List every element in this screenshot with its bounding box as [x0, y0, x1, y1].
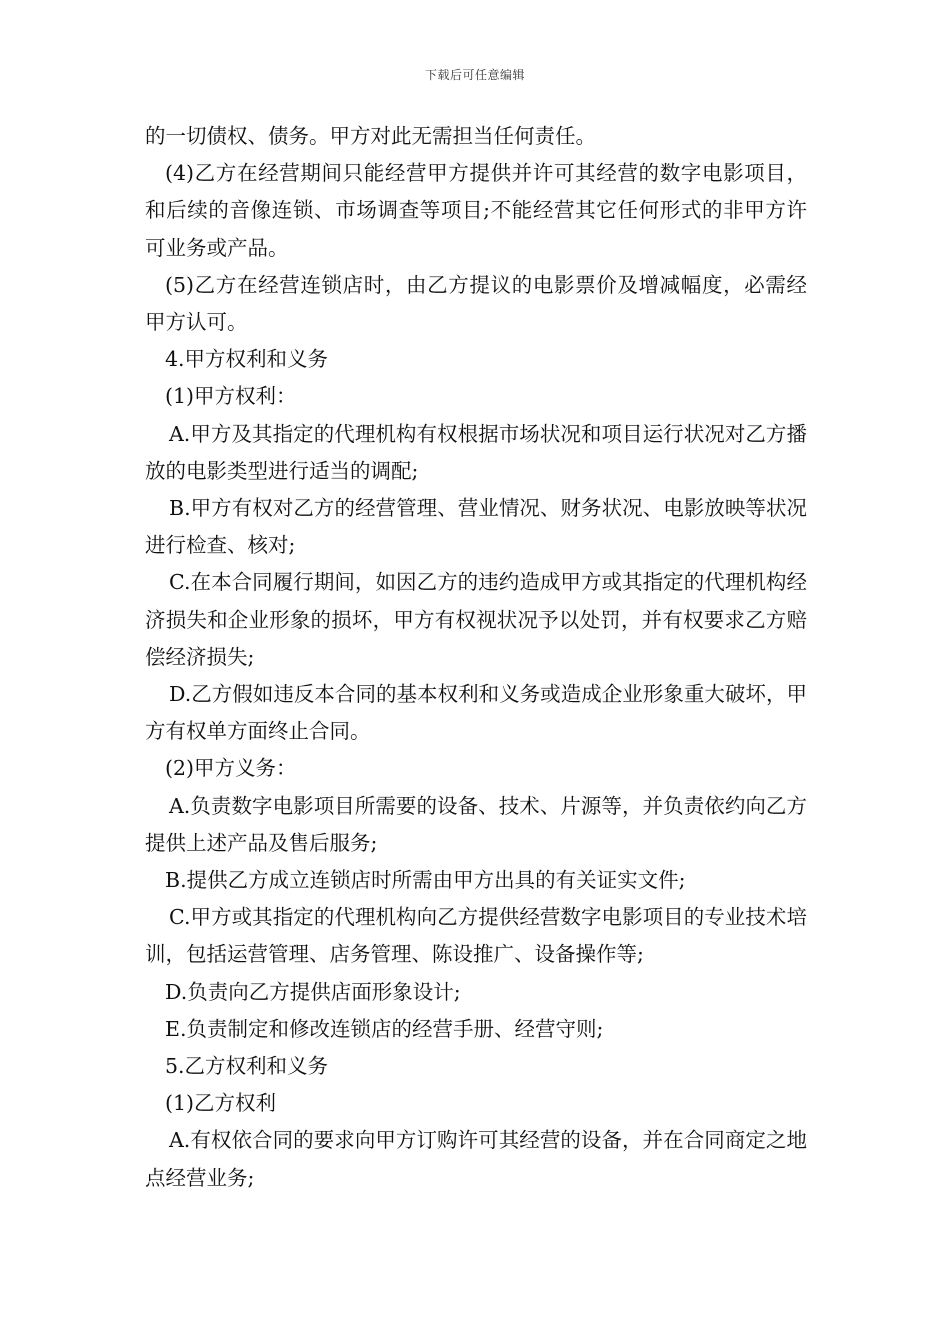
subsection-heading-party-b-rights: (1)乙方权利 [165, 1091, 277, 1116]
paragraph-a-duties-b: B.提供乙方成立连锁店时所需由甲方出具的有关证实文件; [165, 868, 686, 893]
subsection-heading-party-a-duties: (2)甲方义务： [165, 756, 297, 781]
paragraph-b-rights-a: A.有权依合同的要求向甲方订购许可其经营的设备，并在合同商定之地点经营业务; [145, 1128, 807, 1190]
paragraph-3: (5)乙方在经营连锁店时，由乙方提议的电影票价及增减幅度，必需经甲方认可。 [145, 272, 807, 335]
paragraph-a-rights-c: C.在本合同履行期间，如因乙方的违约造成甲方或其指定的代理机构经济损失和企业形象的损坏，甲方有权视状况予以处罚，并有权要求乙方赔偿经济损失; [145, 570, 807, 669]
page-header: 下载后可任意编辑 [424, 68, 525, 82]
paragraph-2: (4)乙方在经营期间只能经营甲方提供并许可其经营的数字电影项目，和后续的音像连锁、市场调查等项目;不能经营其它任何形式的非甲方许可业务或产品。 [145, 161, 807, 260]
paragraph-a-rights-a: A.甲方及其指定的代理机构有权根据市场状况和项目运行状况对乙方播放的电影类型进行适当的调配; [145, 421, 807, 483]
paragraph-a-duties-e: E.负责制定和修改连锁店的经营手册、经营守则; [165, 1016, 604, 1041]
paragraph-1: 的一切债权、债务。甲方对此无需担当任何责任。 [145, 124, 596, 148]
section-heading-4: 4.甲方权利和义务 [165, 347, 329, 372]
subsection-heading-party-a-rights: (1)甲方权利： [165, 384, 297, 409]
paragraph-a-duties-c: C.甲方或其指定的代理机构向乙方提供经营数字电影项目的专业技术培训，包括运营管理、店务管理、陈设推广、设备操作等; [145, 905, 807, 967]
paragraph-a-rights-b: B.甲方有权对乙方的经营管理、营业情况、财务状况、电影放映等状况进行检查、核对; [145, 496, 807, 558]
paragraph-a-duties-d: D.负责向乙方提供店面形象设计; [165, 979, 461, 1004]
paragraph-a-duties-a: A.负责数字电影项目所需要的设备、技术、片源等，并负责依约向乙方提供上述产品及售后服务; [145, 793, 807, 855]
section-heading-5: 5.乙方权利和义务 [165, 1054, 329, 1079]
paragraph-a-rights-d: D.乙方假如违反本合同的基本权利和义务或造成企业形象重大破坏，甲方有权单方面终止合同。 [145, 682, 807, 744]
document-body [145, 118, 807, 1197]
